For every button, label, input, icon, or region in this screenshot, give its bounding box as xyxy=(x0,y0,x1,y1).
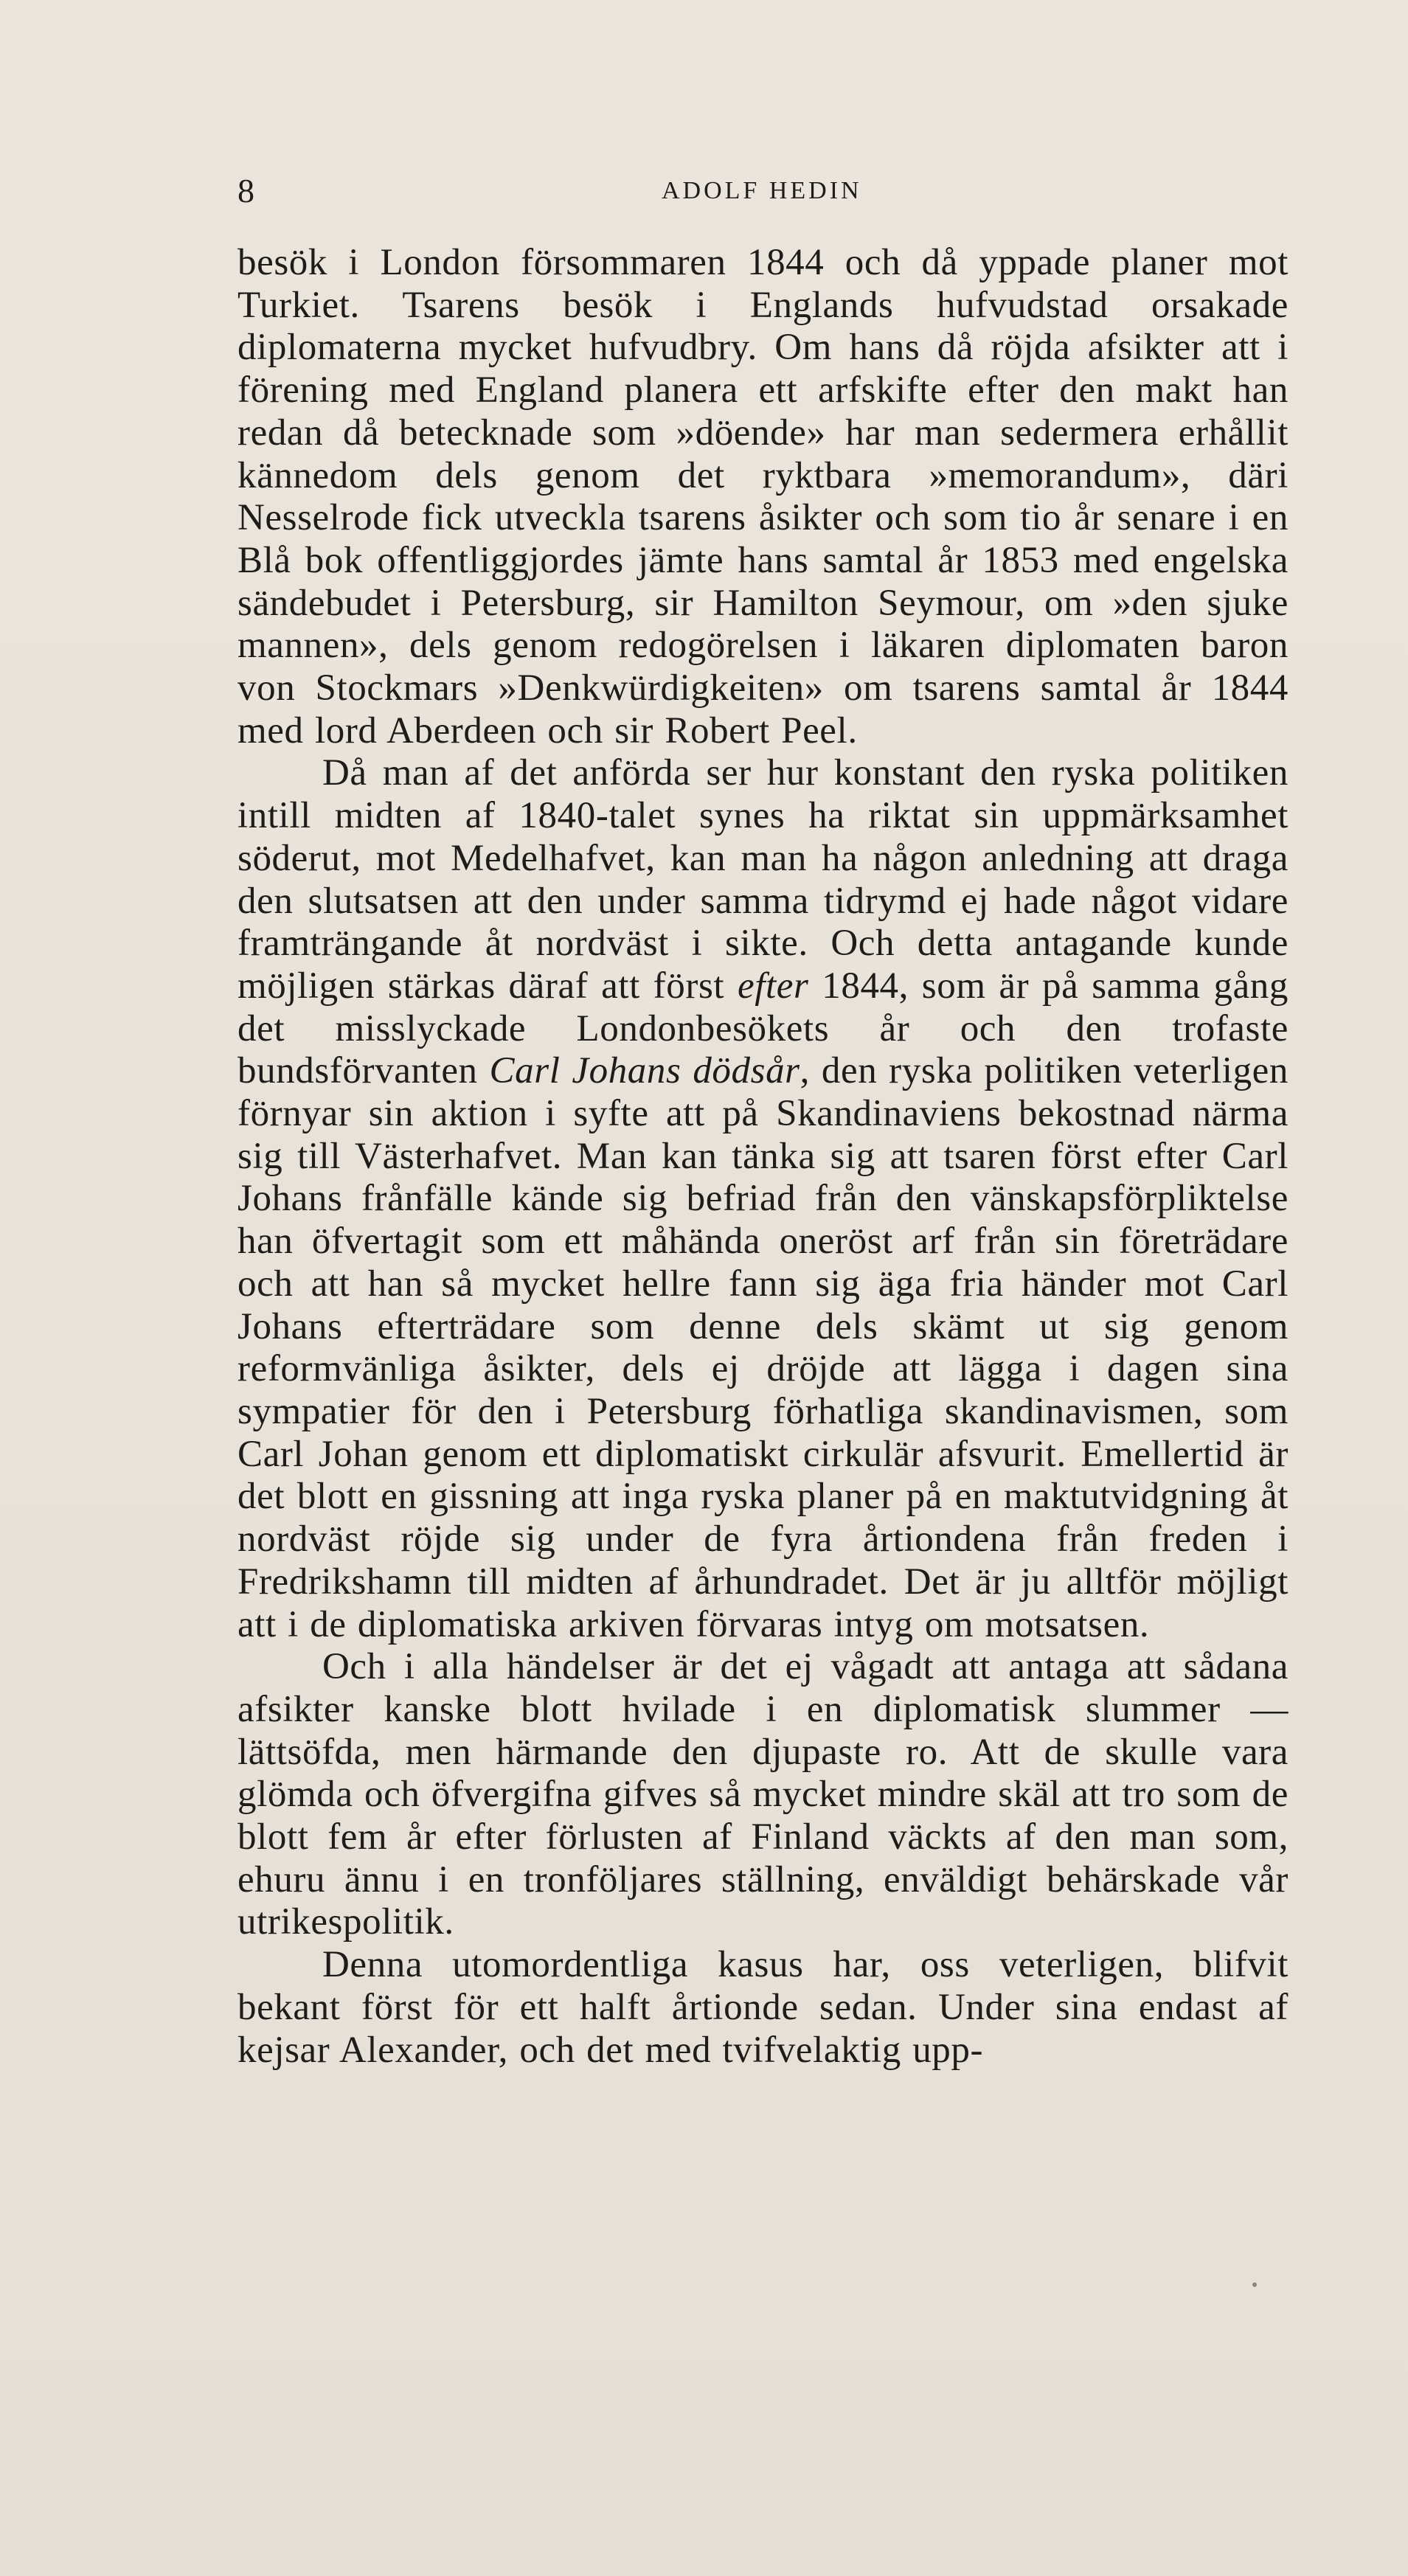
page-speck xyxy=(1252,2282,1257,2287)
body-text xyxy=(237,242,1289,2072)
paragraph xyxy=(237,1944,1289,2072)
paragraph-text: 1844, som är på samma gång det misslyckade Londonbesökets år och den trofaste bundsförvanten xyxy=(237,965,1289,1092)
running-header xyxy=(237,171,1408,215)
paragraph-text: Denna utomordentliga kasus har, oss veterligen, blifvit bekant först för ett halft årtionde sedan. Under sina endast af kejsar Alexander, och det med tvifvelaktig upp- xyxy=(237,1944,1289,2071)
running-title: ADOLF HEDIN xyxy=(662,177,862,204)
italic-text: Carl Johans dödsår xyxy=(489,1050,800,1092)
paragraph xyxy=(237,242,1289,752)
italic-text: efter xyxy=(737,965,809,1007)
paragraph-text: Då man af det anförda ser hur konstant den ryska politiken intill midten af 1840-talet synes ha riktat sin uppmärksamhet söderut, mot Medelhafvet, kan man ha någon anledning att draga den slutsatsen att den under samma tidrymd ej hade något vidare framträngande åt nordväst i sikte. Och detta antagande kunde möjligen stärkas däraf att först xyxy=(237,752,1289,1007)
paragraph-text: besök i London försommaren 1844 och då yppade planer mot Turkiet. Tsarens besök i Englands hufvudstad orsakade diplomaterna mycket hufvudbry. Om hans då röjda afsikter att i förening med England planera ett arfskifte efter den makt han redan då betecknade som »döende» har man sedermera erhållit kännedom dels genom det ryktbara »memorandum», däri Nesselrode fick utveckla tsarens åsikter och som tio år senare i en Blå bok offentliggjordes jämte hans samtal år 1853 med engelska sändebudet i Petersburg, sir Hamilton Seymour, om »den sjuke mannen», dels genom redogörelsen i läkaren diplomaten baron von Stockmars »Denkwürdigkeiten» om tsarens samtal år 1844 med lord Aberdeen och sir Robert Peel. xyxy=(237,242,1289,751)
paragraph-text: , den ryska politiken veterligen förnyar sin aktion i syfte att på Skandinaviens bekostnad närma sig till Västerhafvet. Man kan tänka sig att tsaren först efter Carl Johans frånfälle kände sig befriad från den vänskapsförpliktelse han öfvertagit som ett måhända oneröst arf från sin företrädare och att han så mycket hellre fann sig äga fria händer mot Carl Johans efterträdare som denne dels skämt ut sig genom reformvänliga åsikter, dels ej dröjde att lägga i dagen sina sympatier för den i Petersburg förhatliga skandinavismen, som Carl Johan genom ett diplomatiskt cirkulär afsvurit. Emellertid är det blott en gissning att inga ryska planer på en maktutvidgning åt nordväst röjde sig under de fyra årtiondena från freden i Fredrikshamn till midten af århundradet. Det är ju alltför möjligt att i de diplomatiska arkiven förvaras intyg om motsatsen. xyxy=(237,1050,1289,1645)
paragraph xyxy=(237,752,1289,1646)
paragraph-text: Och i alla händelser är det ej vågadt att antaga att sådana afsikter kanske blott hvilade i en diplomatisk slummer — lättsöfda, men härmande den djupaste ro. Att de skulle vara glömda och öfvergifna gifves så mycket mindre skäl att tro som de blott fem år efter förlusten af Finland väckts af den man som, ehuru ännu i en tronföljares ställning, enväldigt behärskade vår utrikespolitik. xyxy=(237,1646,1289,1943)
paragraph xyxy=(237,1646,1289,1944)
page-number: 8 xyxy=(237,172,254,209)
